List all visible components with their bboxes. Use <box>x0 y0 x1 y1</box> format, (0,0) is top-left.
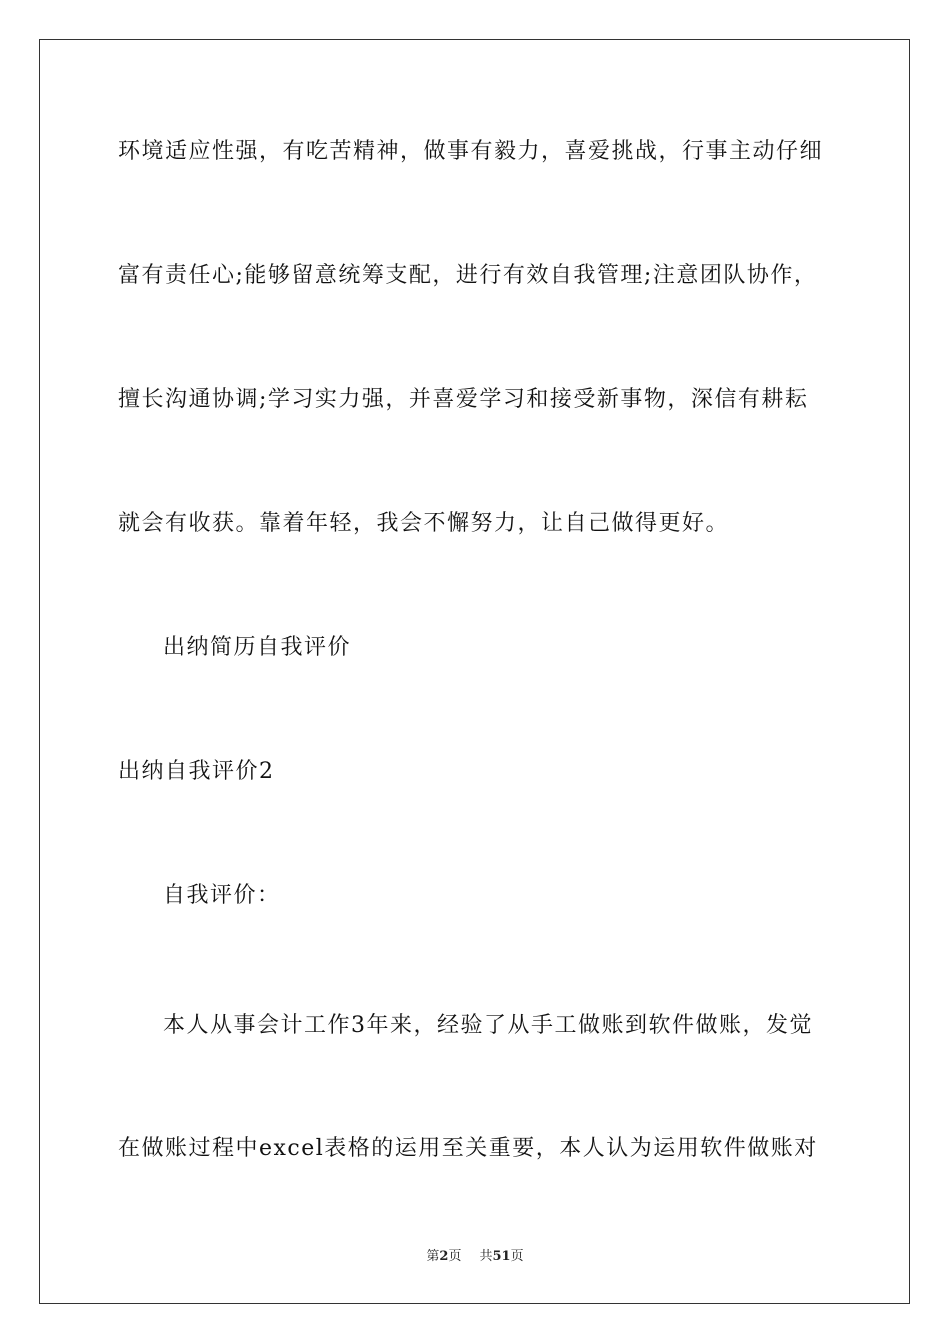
page-total: 51 <box>492 1249 511 1264</box>
paragraph-line-1: 环境适应性强，有吃苦精神，做事有毅力，喜爱挑战，行事主动仔细 <box>118 139 824 164</box>
total-suffix: 页 <box>510 1249 524 1264</box>
body-line-1: 本人从事会计工作3年来，经验了从手工做账到软件做账，发觉 <box>163 1013 813 1038</box>
page-footer <box>0 1248 950 1266</box>
total-prefix: 共 <box>479 1249 493 1264</box>
page-border <box>39 39 910 1304</box>
page-suffix: 页 <box>448 1249 462 1264</box>
paragraph-line-3: 擅长沟通协调;学习实力强，并喜爱学习和接受新事物，深信有耕耘 <box>118 387 809 412</box>
section-title: 出纳自我评价2 <box>118 759 275 784</box>
paragraph-line-4: 就会有收获。靠着年轻，我会不懈努力，让自己做得更好。 <box>118 511 730 536</box>
page-prefix: 第 <box>426 1249 440 1264</box>
body-line-2: 在做账过程中excel表格的运用至关重要，本人认为运用软件做账对 <box>118 1136 818 1161</box>
paragraph-line-2: 富有责任心;能够留意统筹支配，进行有效自我管理;注意团队协作， <box>118 263 818 288</box>
self-evaluation-label: 自我评价： <box>163 883 281 908</box>
page-number: 2 <box>439 1249 449 1264</box>
subheading: 出纳简历自我评价 <box>163 635 352 660</box>
